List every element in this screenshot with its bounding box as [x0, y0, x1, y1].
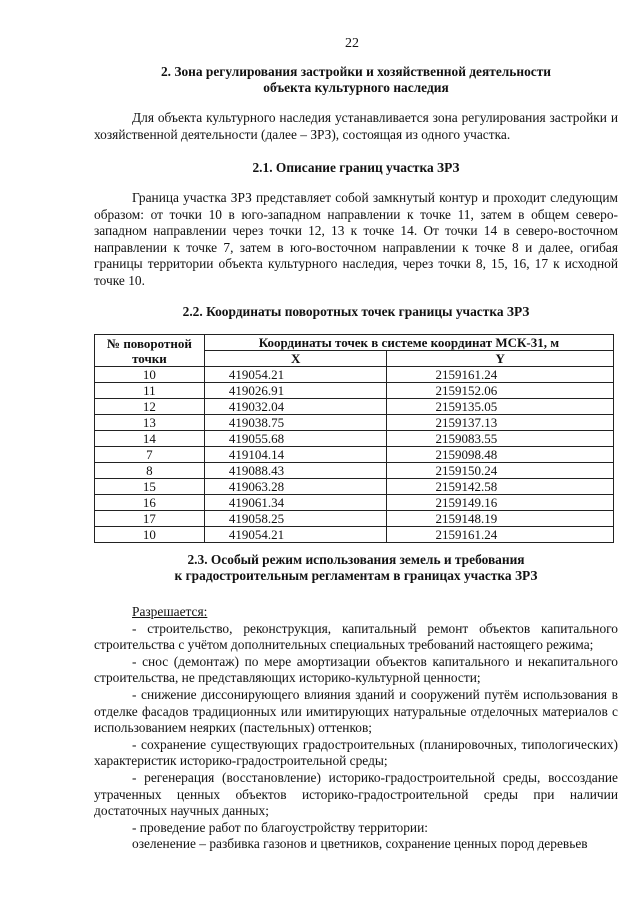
table-row: [95, 495, 614, 511]
cell-x: 419054.21: [204, 527, 387, 543]
page-number: 22: [345, 36, 359, 51]
section-2-title-line2: объекта культурного наследия: [263, 80, 449, 95]
cell-y: 2159098.48: [387, 447, 614, 463]
cell-point: 10: [95, 527, 205, 543]
cell-point: 17: [95, 511, 205, 527]
cell-point: 8: [95, 463, 205, 479]
cell-point: 11: [95, 383, 205, 399]
cell-point: 7: [95, 447, 205, 463]
cell-point: 13: [95, 415, 205, 431]
section-2-title-line1: 2. Зона регулирования застройки и хозяйственной деятельности: [160, 64, 552, 79]
cell-y: 2159161.24: [387, 527, 614, 543]
table-row: [95, 399, 614, 415]
table-row: [95, 511, 614, 527]
cell-x: 419063.28: [204, 479, 387, 495]
cell-y: 2159152.06: [387, 383, 614, 399]
cell-x: 419032.04: [204, 399, 387, 415]
cell-y: 2159161.24: [387, 367, 614, 383]
allowed-section: [94, 604, 618, 853]
cell-point: 10: [95, 367, 205, 383]
section-2-3-heading: [94, 552, 618, 584]
section-2-3-title-line2: к градостроительным регламентам в границах участка ЗРЗ: [174, 568, 538, 583]
cell-x: 419026.91: [204, 383, 387, 399]
column-header-x: X: [204, 351, 387, 367]
cell-x: 419088.43: [204, 463, 387, 479]
coordinates-table: [94, 334, 614, 543]
cell-y: 2159135.05: [387, 399, 614, 415]
section-2-intro: Для объекта культурного наследия устанавливается зона регулирования застройки и хозяйственной деятельности (далее – ЗРЗ), состоящая из одного участка.: [94, 110, 618, 142]
cell-point: 12: [95, 399, 205, 415]
cell-y: 2159149.16: [387, 495, 614, 511]
section-2-3-title-line1: 2.3. Особый режим использования земель и требования: [187, 552, 525, 567]
cell-x: 419061.34: [204, 495, 387, 511]
cell-y: 2159142.58: [387, 479, 614, 495]
cell-x: 419054.21: [204, 367, 387, 383]
table-row: [95, 479, 614, 495]
section-2-1-text: Граница участка ЗРЗ представляет собой замкнутый контур и проходит следующим образом: от точки 10 в юго-западном направлении к точке 11, затем в общем северо-западном направлении через точки 12, 13 к точке 14. От точки 14 в северо-восточном направлении к точке 7, затем в юго-восточном направлении к точке 8 и далее, огибая границы территории объекта культурного наследия, через точки 8, 15, 16, 17 к исходной точке 10.: [94, 190, 618, 288]
table-row: [95, 431, 614, 447]
table-row: [95, 415, 614, 431]
allowed-last-line: озеленение – разбивка газонов и цветников, сохранение ценных пород деревьев: [132, 836, 588, 852]
allowed-item: - сохранение существующих градостроительных (планировочных, типологических) характеристик историко-градостроительной среды;: [94, 736, 618, 769]
cell-x: 419104.14: [204, 447, 387, 463]
table-row: [95, 383, 614, 399]
cell-y: 2159083.55: [387, 431, 614, 447]
allowed-item: - снижение диссонирующего влияния зданий и сооружений путём использования в отделке фасадов традиционных или имитирующих натуральные отделочных материалов с использованием неярких (пастельных) оттенков;: [94, 686, 618, 736]
column-header-coordinates: Координаты точек в системе координат МСК-31, м: [204, 335, 613, 351]
allowed-item: - снос (демонтаж) по мере амортизации объектов капитального и некапитального строительства, не представляющих историко-культурной ценности;: [94, 653, 618, 686]
allowed-label: Разрешается:: [132, 604, 208, 619]
cell-x: 419038.75: [204, 415, 387, 431]
allowed-item: - регенерация (восстановление) историко-градостроительной среды, воссоздание утраченных ценных объектов историко-градостроительной среды при наличии достаточных научных данных;: [94, 769, 618, 819]
allowed-item: - проведение работ по благоустройству территории:: [132, 819, 428, 835]
table-row: [95, 463, 614, 479]
table-row: [95, 447, 614, 463]
cell-x: 419055.68: [204, 431, 387, 447]
cell-y: 2159148.19: [387, 511, 614, 527]
cell-y: 2159137.13: [387, 415, 614, 431]
section-2-1-title: 2.1. Описание границ участка ЗРЗ: [252, 160, 460, 175]
section-2-heading: [94, 64, 618, 96]
table-row: [95, 527, 614, 543]
cell-y: 2159150.24: [387, 463, 614, 479]
column-header-y: Y: [387, 351, 614, 367]
cell-x: 419058.25: [204, 511, 387, 527]
column-header-point: № поворотной точки: [95, 335, 205, 367]
table-row: [95, 367, 614, 383]
cell-point: 16: [95, 495, 205, 511]
cell-point: 15: [95, 479, 205, 495]
allowed-item: - строительство, реконструкция, капитальный ремонт объектов капитального строительства с учётом дополнительных специальных требований настоящего режима;: [94, 620, 618, 653]
section-2-2-title: 2.2. Координаты поворотных точек границы участка ЗРЗ: [182, 304, 530, 319]
cell-point: 14: [95, 431, 205, 447]
